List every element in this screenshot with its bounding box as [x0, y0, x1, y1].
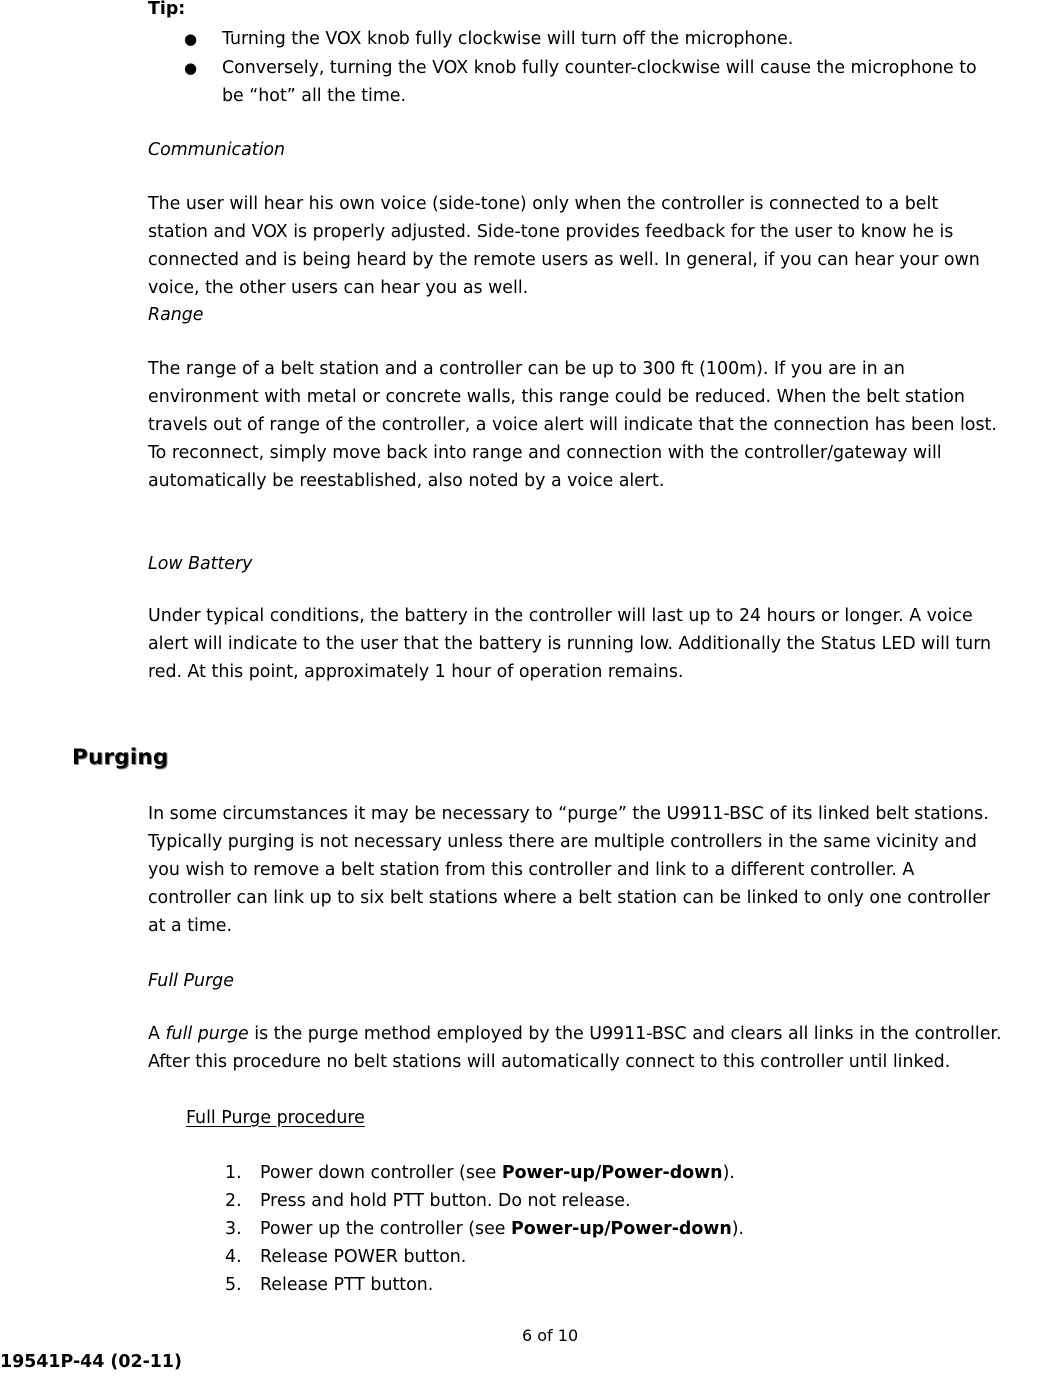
step-number: 5. [225, 1275, 242, 1295]
full-purge-heading: Full Purge [148, 971, 234, 991]
purging-line: you wish to remove a belt station from this controller and link to a different controller. A [148, 860, 915, 880]
range-line: To reconnect, simply move back into range and connection with the controller/gateway will [148, 443, 942, 463]
step-5: Release PTT button. [260, 1275, 434, 1295]
purging-heading: Purging [72, 745, 169, 770]
tip-label: Tip: [148, 0, 186, 19]
full-purge-line-1-pre: A [148, 1024, 166, 1044]
step-text-end: ). [731, 1219, 745, 1239]
communication-heading: Communication [148, 140, 286, 160]
bullet-icon: ● [184, 59, 198, 77]
full-purge-line-1-post: is the purge method employed by the U9911-BSC and clears all links in the controller. [248, 1024, 1002, 1044]
tip-bullet-1: Turning the VOX knob fully clockwise will turn off the microphone. [222, 29, 794, 49]
step-text-end: ). [722, 1163, 735, 1183]
step-3 [260, 1215, 744, 1243]
low-battery-line: red. At this point, approximately 1 hour of operation remains. [148, 662, 684, 682]
communication-line: connected and is being heard by the remote users as well. In general, if you can hear your own [148, 250, 980, 270]
full-purge-line-1 [148, 1020, 1002, 1048]
purging-line: In some circumstances it may be necessary to “purge” the U9911-BSC of its linked belt stations. [148, 804, 989, 824]
range-line: environment with metal or concrete walls, this range could be reduced. When the belt station [148, 387, 965, 407]
procedure-title: Full Purge procedure [186, 1108, 365, 1128]
step-number: 2. [225, 1191, 242, 1211]
page-number: 6 of 10 [522, 1326, 579, 1345]
bullet-icon: ● [184, 30, 198, 48]
communication-line: voice, the other users can hear you as well. [148, 278, 529, 298]
communication-line: The user will hear his own voice (side-tone) only when the controller is connected to a belt [148, 194, 939, 214]
step-text: Power up the controller (see [260, 1219, 512, 1239]
communication-line: station and VOX is properly adjusted. Side-tone provides feedback for the user to know he is [148, 222, 954, 242]
step-number: 3. [225, 1219, 242, 1239]
step-number: 4. [225, 1247, 242, 1267]
range-line: travels out of range of the controller, a voice alert will indicate that the connection has been lost. [148, 415, 997, 435]
purging-line: at a time. [148, 916, 233, 936]
range-line: automatically be reestablished, also noted by a voice alert. [148, 471, 665, 491]
purging-line: Typically purging is not necessary unless there are multiple controllers in the same vicinity and [148, 832, 977, 852]
low-battery-heading: Low Battery [148, 554, 253, 574]
step-reference: Power-up/Power-down [511, 1219, 732, 1239]
step-4: Release POWER button. [260, 1247, 467, 1267]
step-reference: Power-up/Power-down [501, 1163, 723, 1183]
document-code: 19541P-44 (02-11) [0, 1352, 182, 1372]
low-battery-line: alert will indicate to the user that the battery is running low. Additionally the Status LED will turn [148, 634, 992, 654]
step-number: 1. [225, 1163, 242, 1183]
step-2: Press and hold PTT button. Do not release. [260, 1191, 631, 1211]
step-1 [260, 1159, 735, 1187]
tip-bullet-2: Conversely, turning the VOX knob fully counter-clockwise will cause the microphone to [222, 58, 977, 78]
range-line: The range of a belt station and a controller can be up to 300 ft (100m). If you are in an [148, 359, 905, 379]
purging-line: controller can link up to six belt stations where a belt station can be linked to only one controller [148, 888, 991, 908]
full-purge-term: full purge [165, 1024, 249, 1044]
low-battery-line: Under typical conditions, the battery in the controller will last up to 24 hours or longer. A voice [148, 606, 973, 626]
range-heading: Range [148, 305, 204, 325]
tip-bullet-2-cont: be “hot” all the time. [222, 86, 407, 106]
step-text: Power down controller (see [260, 1163, 502, 1183]
full-purge-line-2: After this procedure no belt stations will automatically connect to this controller until linked. [148, 1052, 951, 1072]
